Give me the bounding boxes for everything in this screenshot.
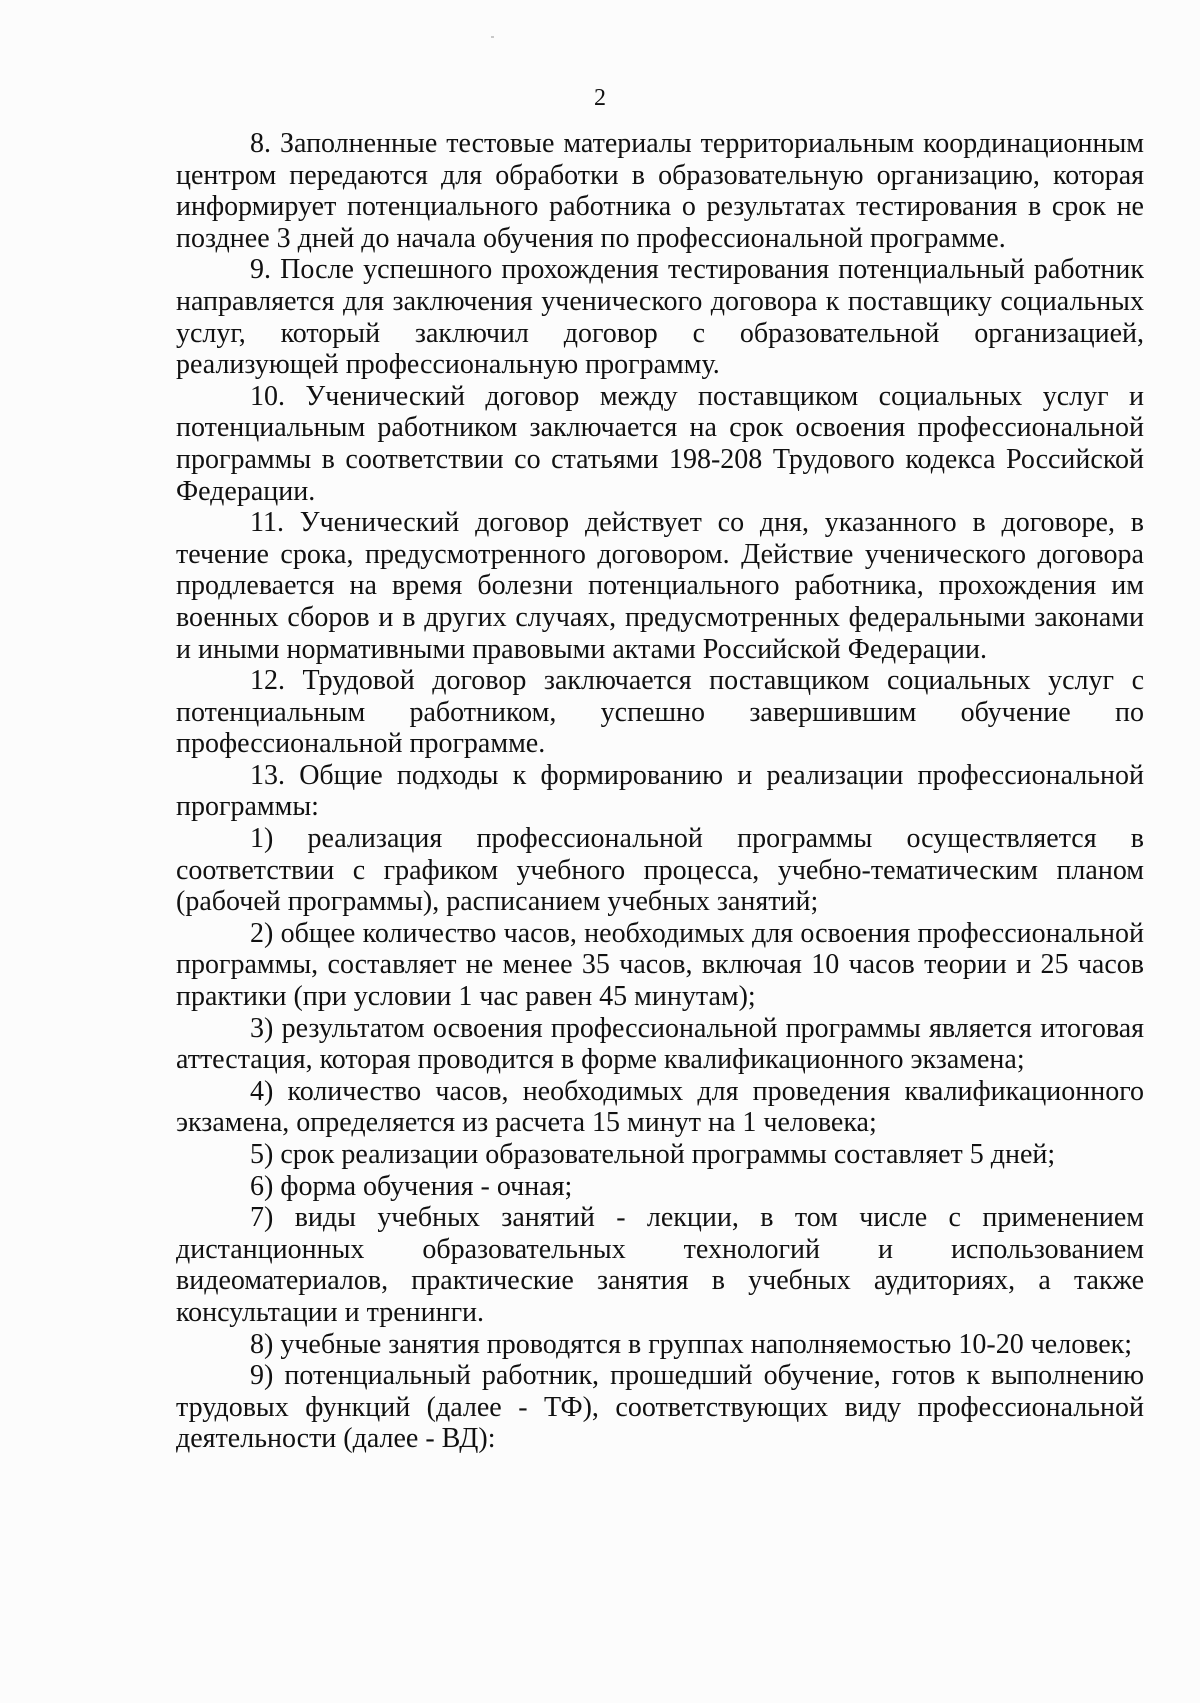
paragraph-item-12: 12. Трудовой договор заключается поставщиком социальных услуг с потенциальным работником, успешно завершившим обучение по профессиональной программе.	[176, 665, 1144, 760]
subitem-3: 3) результатом освоения профессиональной программы является итоговая аттестация, которая проводится в форме квалификационного экзамена;	[176, 1012, 1144, 1076]
paragraph-item-9: 9. После успешного прохождения тестирования потенциальный работник направляется для заключения ученического договора к поставщику социальных услуг, который заключил договор с образовательной организацией, реализующей профессиональную программу.	[176, 254, 1144, 381]
paragraph-item-8: 8. Заполненные тестовые материалы территориальным координационным центром передаются для обработки в образовательную организацию, которая информирует потенциального работника о результатах тестирования в срок не позднее 3 дней до начала обучения по профессиональной программе.	[176, 128, 1144, 254]
paragraph-item-13: 13. Общие подходы к формированию и реализации профессиональной программы:	[176, 759, 1144, 823]
page-number: 2	[594, 85, 606, 111]
subitem-7: 7) виды учебных занятий - лекции, в том числе с применением дистанционных образовательных технологий и использованием видеоматериалов, практические занятия в учебных аудиториях, а также консультации и тренинги.	[176, 1202, 1144, 1328]
paragraph-item-10: 10. Ученический договор между поставщиком социальных услуг и потенциальным работником заключается на срок освоения профессиональной программы в соответствии со статьями 198-208 Трудового кодекса Российской Федерации.	[176, 380, 1144, 507]
subitem-9: 9) потенциальный работник, прошедший обучение, готов к выполнению трудовых функций (далее - ТФ), соответствующих виду профессиональной деятельности (далее - ВД):	[176, 1360, 1144, 1455]
subitem-8: 8) учебные занятия проводятся в группах наполняемостью 10-20 человек;	[250, 1328, 1133, 1360]
scan-speck	[491, 36, 494, 38]
subitem-4: 4) количество часов, необходимых для проведения квалификационного экзамена, определяется из расчета 15 минут на 1 человека;	[176, 1075, 1144, 1139]
paragraph-item-11: 11. Ученический договор действует со дня, указанного в договоре, в течение срока, предусмотренного договором. Действие ученического договора продлевается на время болезни потенциального работника, прохождения им военных сборов и в других случаях, предусмотренных федеральными законами и иными нормативными правовыми актами Российской Федерации.	[176, 507, 1144, 665]
subitem-5: 5) срок реализации образовательной программы составляет 5 дней;	[250, 1139, 1056, 1170]
subitem-1: 1) реализация профессиональной программы осуществляется в соответствии с графиком учебного процесса, учебно-тематическим планом (рабочей программы), расписанием учебных занятий;	[176, 823, 1144, 918]
subitem-2: 2) общее количество часов, необходимых для освоения профессиональной программы, составляет не менее 35 часов, включая 10 часов теории и 25 часов практики (при условии 1 час равен 45 минутам);	[176, 917, 1144, 1013]
document-body	[176, 128, 1144, 1455]
subitem-6: 6) форма обучения - очная;	[250, 1170, 573, 1202]
